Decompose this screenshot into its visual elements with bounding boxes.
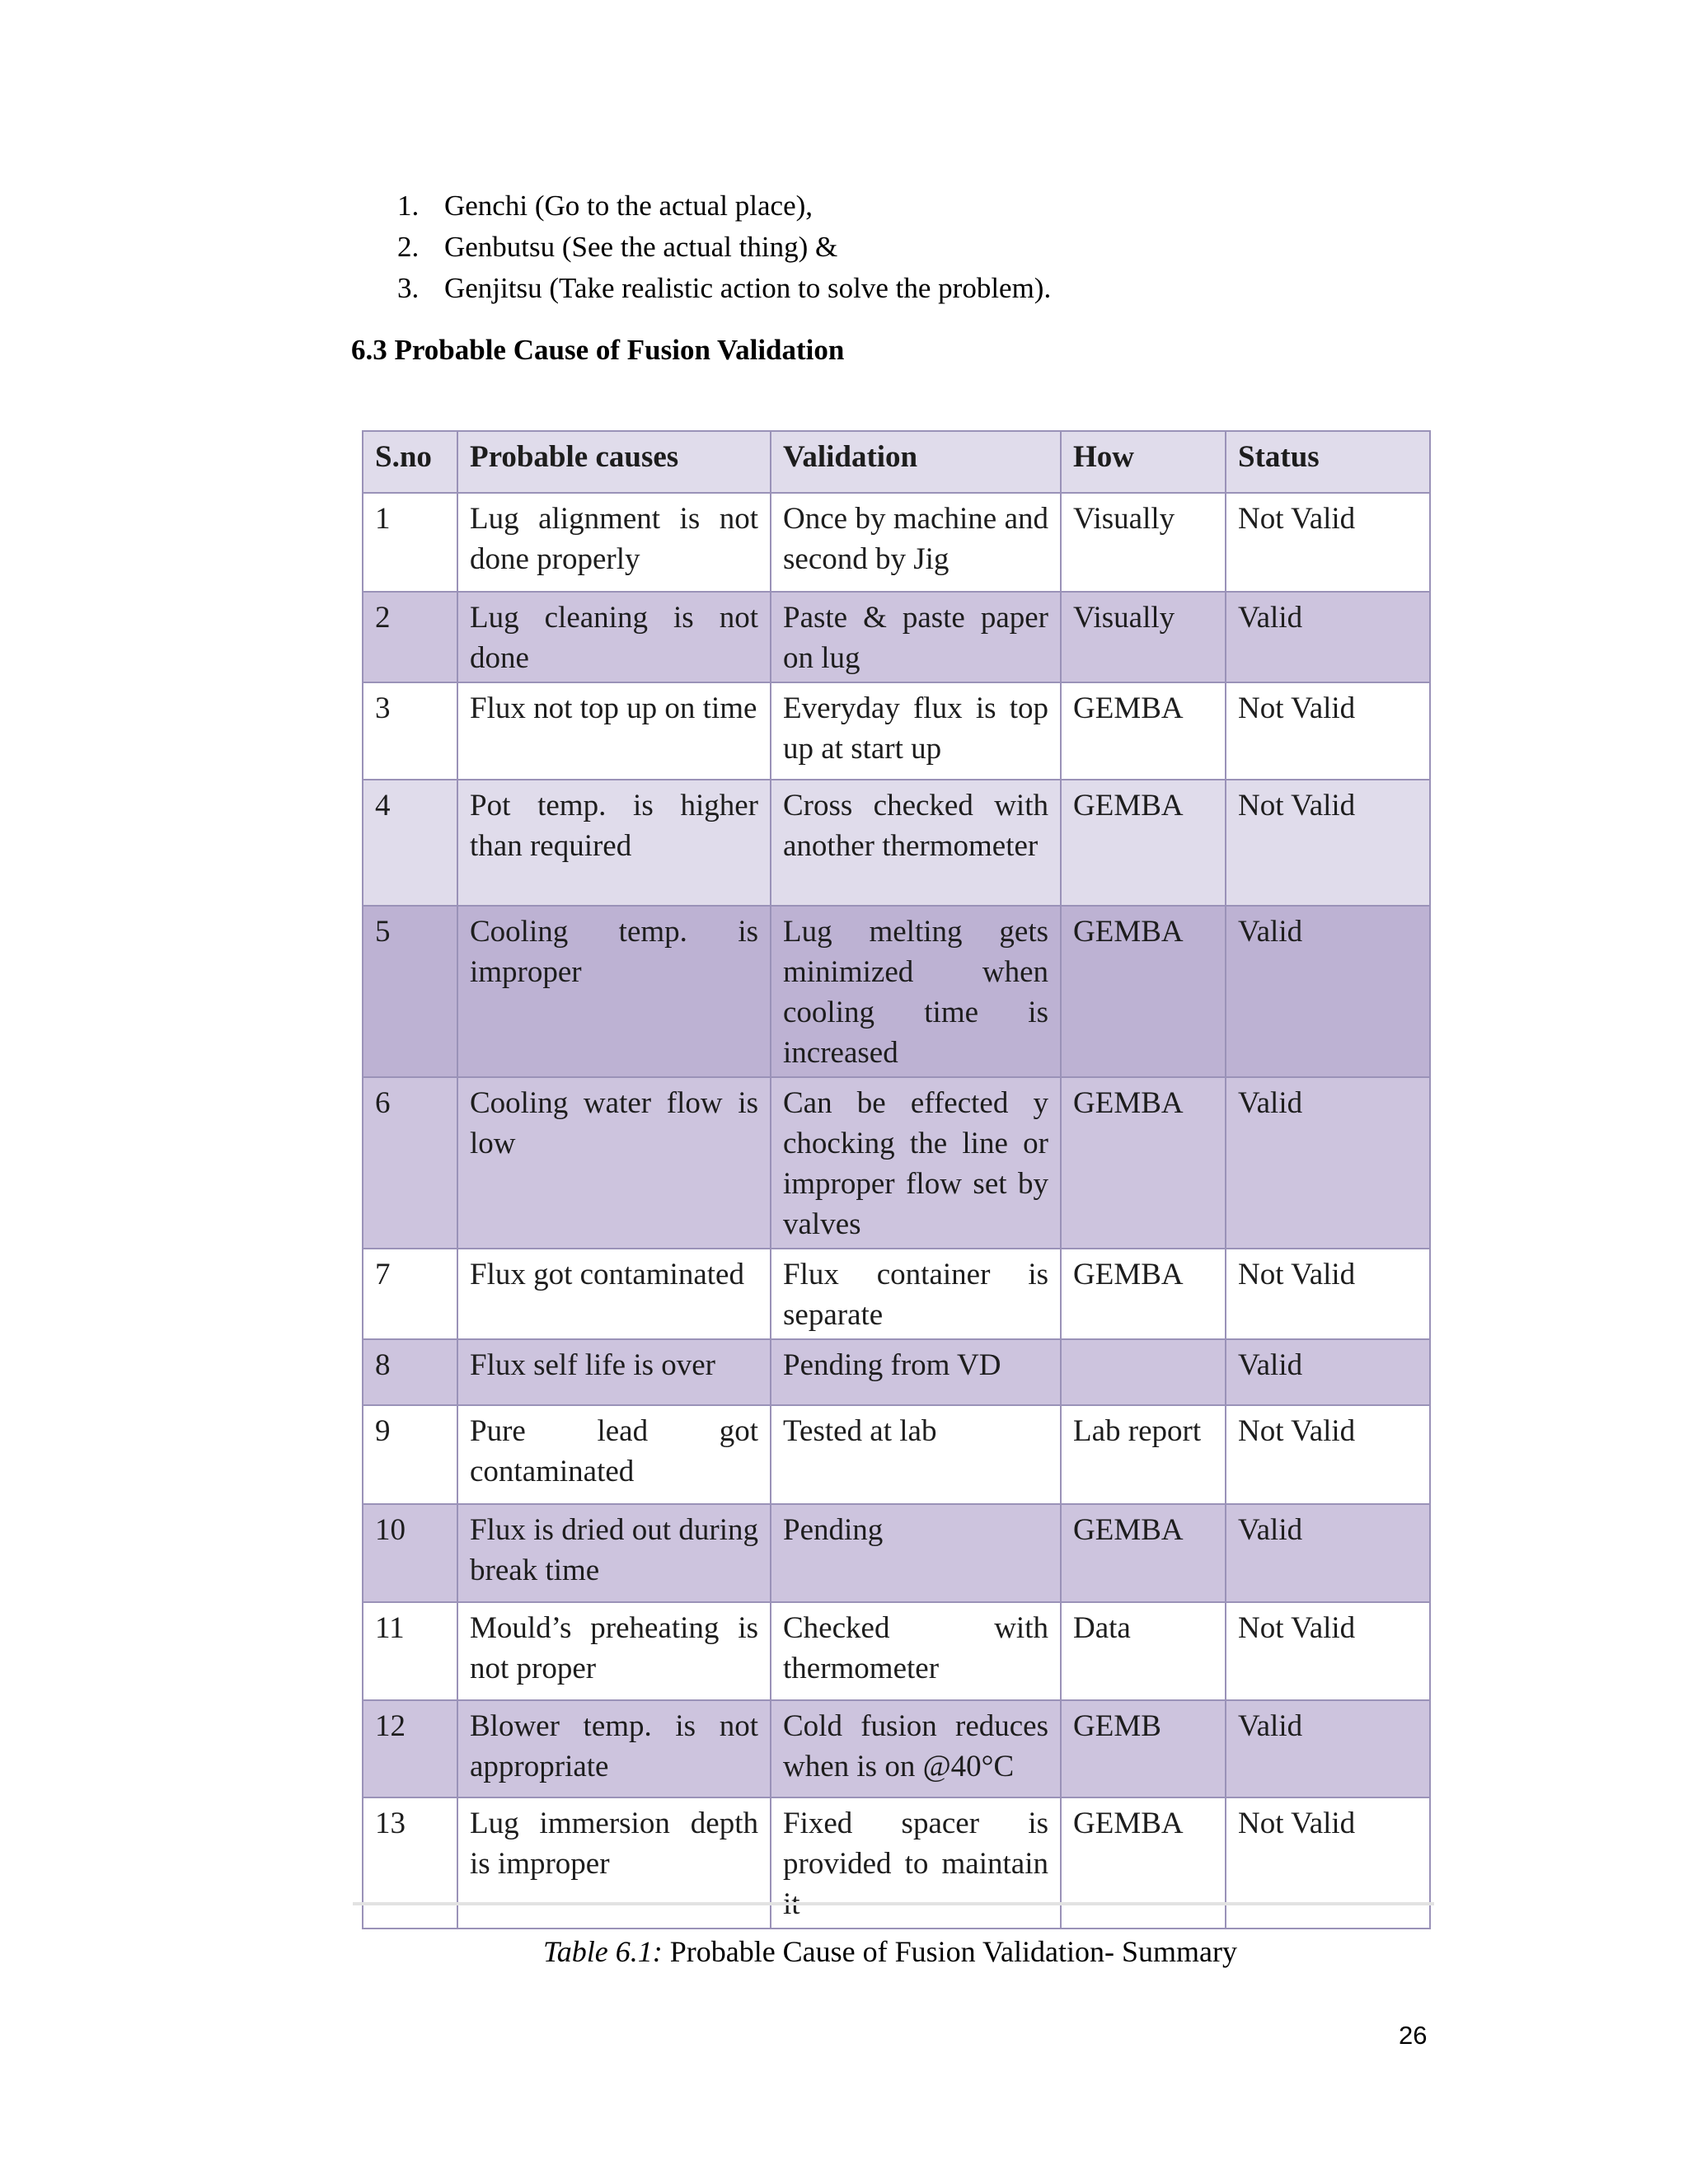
cell-status: Not Valid	[1226, 1249, 1430, 1339]
cell-cause: Pot temp. is higher than required	[457, 780, 771, 906]
cell-how: GEMBA	[1061, 780, 1226, 906]
cell-cause: Flux not top up on time	[457, 682, 771, 780]
table-header-row	[363, 431, 1430, 493]
cell-status: Valid	[1226, 1504, 1430, 1602]
cell-cause: Lug alignment is not done properly	[457, 493, 771, 592]
table-row	[363, 1602, 1430, 1700]
cell-status: Valid	[1226, 906, 1430, 1077]
table-row	[363, 1797, 1430, 1929]
cell-validation: Cross checked with another thermometer	[771, 780, 1061, 906]
cell-how: GEMBA	[1061, 1797, 1226, 1929]
cell-status: Not Valid	[1226, 1405, 1430, 1504]
cell-status: Valid	[1226, 592, 1430, 682]
caption-divider	[353, 1902, 1434, 1905]
cell-status: Valid	[1226, 1077, 1430, 1249]
cell-how: Lab report	[1061, 1405, 1226, 1504]
table-row	[363, 780, 1430, 906]
cell-cause: Cooling temp. is improper	[457, 906, 771, 1077]
cell-cause: Cooling water flow is low	[457, 1077, 771, 1249]
cell-status: Not Valid	[1226, 682, 1430, 780]
list-text: Genbutsu (See the actual thing) &	[444, 231, 838, 263]
cell-validation: Flux container is separate	[771, 1249, 1061, 1339]
table-row	[363, 592, 1430, 682]
cell-sno: 6	[363, 1077, 457, 1249]
table-caption	[0, 1934, 1688, 1969]
cell-status: Valid	[1226, 1339, 1430, 1405]
cell-sno: 7	[363, 1249, 457, 1339]
table-row	[363, 682, 1430, 780]
validation-table	[362, 430, 1431, 1929]
cell-validation: Cold fusion reduces when is on @40°C	[771, 1700, 1061, 1797]
header-how: How	[1061, 431, 1226, 493]
cell-validation: Checked with thermometer	[771, 1602, 1061, 1700]
list-text: Genjitsu (Take realistic action to solve the problem).	[444, 272, 1052, 304]
table-row	[363, 1249, 1430, 1339]
cell-cause: Flux is dried out during break time	[457, 1504, 771, 1602]
cell-validation: Pending	[771, 1504, 1061, 1602]
cell-how: GEMBA	[1061, 1249, 1226, 1339]
cell-cause: Flux self life is over	[457, 1339, 771, 1405]
cell-how: GEMBA	[1061, 1504, 1226, 1602]
list-number: 2.	[397, 231, 420, 263]
cell-sno: 2	[363, 592, 457, 682]
cell-validation: Pending from VD	[771, 1339, 1061, 1405]
cell-validation: Tested at lab	[771, 1405, 1061, 1504]
cell-cause: Lug immersion depth is improper	[457, 1797, 771, 1929]
cell-how: Data	[1061, 1602, 1226, 1700]
cell-status: Not Valid	[1226, 1602, 1430, 1700]
cell-status: Valid	[1226, 1700, 1430, 1797]
header-sno: S.no	[363, 431, 457, 493]
cell-cause: Pure lead got contaminated	[457, 1405, 771, 1504]
cell-validation: Fixed spacer is provided to maintain	[771, 1797, 1061, 1929]
header-probable-causes: Probable causes	[457, 431, 771, 493]
table-row	[363, 1405, 1430, 1504]
cell-cause: Blower temp. is not appropriate	[457, 1700, 771, 1797]
table-row	[363, 1339, 1430, 1405]
cell-status: Not Valid	[1226, 780, 1430, 906]
cell-sno: 8	[363, 1339, 457, 1405]
cell-how	[1061, 1339, 1226, 1405]
caption-text: Probable Cause of Fusion Validation- Summary	[662, 1935, 1237, 1968]
table-row	[363, 1077, 1430, 1249]
cell-status: Not Valid	[1226, 493, 1430, 592]
cell-validation: Lug melting gets minimized when cooling time is increased	[771, 906, 1061, 1077]
section-heading: 6.3 Probable Cause of Fusion Validation	[351, 334, 845, 366]
cell-sno: 9	[363, 1405, 457, 1504]
cell-sno: 1	[363, 493, 457, 592]
header-status: Status	[1226, 431, 1430, 493]
cell-sno: 10	[363, 1504, 457, 1602]
cell-validation: Once by machine and second by Jig	[771, 493, 1061, 592]
table-row	[363, 1700, 1430, 1797]
cell-validation: Everyday flux is top up at start up	[771, 682, 1061, 780]
cell-how: GEMBA	[1061, 906, 1226, 1077]
cell-sno: 11	[363, 1602, 457, 1700]
cell-sno: 13	[363, 1797, 457, 1929]
page-number: 26	[1399, 2021, 1428, 2050]
cell-status: Not Valid	[1226, 1797, 1430, 1929]
cell-how: GEMBA	[1061, 1077, 1226, 1249]
cell-sno: 4	[363, 780, 457, 906]
cell-cause: Lug cleaning is not done	[457, 592, 771, 682]
cell-cause: Flux got contaminated	[457, 1249, 771, 1339]
cell-how: Visually	[1061, 493, 1226, 592]
table-row	[363, 1504, 1430, 1602]
cell-validation: Paste & paste paper on lug	[771, 592, 1061, 682]
cell-how: Visually	[1061, 592, 1226, 682]
cell-sno: 3	[363, 682, 457, 780]
list-text: Genchi (Go to the actual place),	[444, 190, 814, 222]
cell-sno: 12	[363, 1700, 457, 1797]
caption-label: Table 6.1:	[543, 1935, 663, 1968]
list-number: 1.	[397, 190, 420, 222]
cell-validation: Can be effected y chocking the line or improper flow set by valves	[771, 1077, 1061, 1249]
header-validation: Validation	[771, 431, 1061, 493]
list-number: 3.	[397, 272, 420, 304]
cell-cause: Mould’s preheating is not proper	[457, 1602, 771, 1700]
table-row	[363, 906, 1430, 1077]
cell-how: GEMBA	[1061, 682, 1226, 780]
table-row	[363, 493, 1430, 592]
validation-table-wrapper	[362, 430, 1431, 1929]
cell-sno: 5	[363, 906, 457, 1077]
cell-how: GEMB	[1061, 1700, 1226, 1797]
